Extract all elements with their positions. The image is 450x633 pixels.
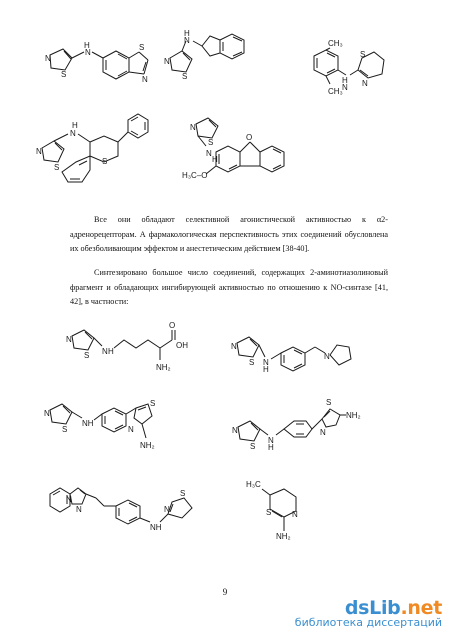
- structure-imidazopyridine-ethyl-phenyl: [40, 480, 210, 545]
- atom-N: N: [142, 75, 148, 84]
- atom-S: S: [180, 489, 186, 498]
- structure-amino-acid-thiazoline: [60, 318, 200, 383]
- atom-S: S: [250, 442, 256, 451]
- logo-tld: .net: [400, 597, 442, 619]
- atom-N: N: [268, 436, 274, 445]
- atom-N: N: [102, 347, 108, 356]
- atom-H: H: [263, 365, 269, 374]
- atom-N: N: [324, 352, 330, 361]
- atom-N: N: [45, 54, 51, 63]
- atom-S: S: [54, 163, 60, 172]
- atom-S: S: [249, 358, 255, 367]
- atom-S: S: [139, 43, 145, 52]
- atom-N: N: [36, 147, 42, 156]
- atom-N: N: [164, 57, 170, 66]
- structure-thiazolinylamino-indane: [160, 28, 260, 83]
- atom-N: N: [128, 425, 134, 434]
- paragraph-text: Синтезировано большое число соединений, содержащих 2-аминотиазолиновый фрагмент и обладающих ингибирующей активностью по отношению к NO-синтазе [41, 42], в частности:: [70, 268, 388, 307]
- logo-main: dsLib: [344, 597, 401, 619]
- atom-S: S: [62, 425, 68, 434]
- structure-thiazolinylamino-benzothiazole: [38, 38, 168, 90]
- atom-N: N: [190, 123, 196, 132]
- atom-NH2: NH₂: [156, 363, 171, 372]
- paragraph-alpha2-agonists: [70, 213, 388, 257]
- structure-xylazine-like: [300, 36, 420, 101]
- atom-N: N: [66, 495, 72, 504]
- watermark-subtitle: библиотека диссертаций: [294, 616, 442, 629]
- paragraph-text: Все они обладают селективной агонистической активностью к α2-адренорецепторам. А фармакологическая перспективность этих соединений обусловлена их обезболивающим эффектом и анестетическим действием [38-40].: [70, 215, 388, 254]
- atom-S: S: [266, 508, 272, 517]
- atom-N: N: [231, 342, 237, 351]
- atom-S: S: [102, 157, 108, 166]
- atom-H: H: [184, 29, 190, 38]
- structure-methyl-aminothiazine: [240, 475, 320, 550]
- atom-N: N: [232, 426, 238, 435]
- atom-H: H: [342, 76, 348, 85]
- atom-N: N: [44, 409, 50, 418]
- atom-CH3: CH₃: [328, 39, 343, 48]
- atom-H3C: H₃C: [246, 480, 261, 489]
- atom-N: N: [66, 335, 72, 344]
- atom-S: S: [326, 398, 332, 407]
- atom-N: N: [206, 149, 212, 158]
- atom-N: N: [85, 48, 91, 57]
- watermark: [295, 597, 442, 629]
- atom-O: O: [246, 133, 253, 142]
- atom-NH: NH: [150, 523, 162, 532]
- atom-S: S: [150, 399, 156, 408]
- atom-CH3: CH₃: [328, 87, 343, 96]
- atom-OCH3: H₃C–O: [182, 171, 208, 180]
- atom-N: N: [342, 83, 348, 92]
- atom-H: H: [108, 347, 114, 356]
- atom-N: N: [263, 358, 269, 367]
- atom-S: S: [360, 50, 366, 59]
- atom-NH2: NH₂: [276, 532, 291, 541]
- atom-N: N: [320, 428, 326, 437]
- atom-NH2: NH₂: [140, 441, 155, 450]
- atom-S: S: [61, 70, 67, 79]
- structure-pyrrolidinylmethyl-phenyl: [225, 325, 375, 385]
- paragraph-no-synthase: [70, 266, 388, 310]
- atom-H: H: [212, 155, 218, 164]
- atom-OH: OH: [176, 341, 188, 350]
- atom-N: N: [76, 505, 82, 514]
- atom-N: N: [362, 79, 368, 88]
- structure-para-aminothiazolyl-phenyl: [226, 393, 366, 458]
- atom-N: N: [70, 129, 76, 138]
- page-number: 9: [222, 587, 228, 597]
- atom-H: H: [84, 41, 90, 50]
- atom-N: N: [292, 510, 298, 519]
- structure-meta-aminothiazolyl-phenyl: [38, 392, 178, 472]
- atom-S: S: [84, 351, 90, 360]
- atom-H: H: [268, 443, 274, 452]
- atom-S: S: [208, 138, 214, 147]
- atom-O: O: [169, 321, 176, 330]
- atom-H: H: [72, 121, 78, 130]
- atom-N: N: [164, 505, 170, 514]
- atom-N: N: [184, 36, 190, 45]
- atom-NH2: NH₂: [346, 411, 361, 420]
- atom-S: S: [182, 72, 188, 81]
- atom-NH: NH: [82, 419, 94, 428]
- structure-thiochromane-phenyl: [32, 110, 172, 195]
- structure-methoxydibenzofuran: [180, 112, 300, 187]
